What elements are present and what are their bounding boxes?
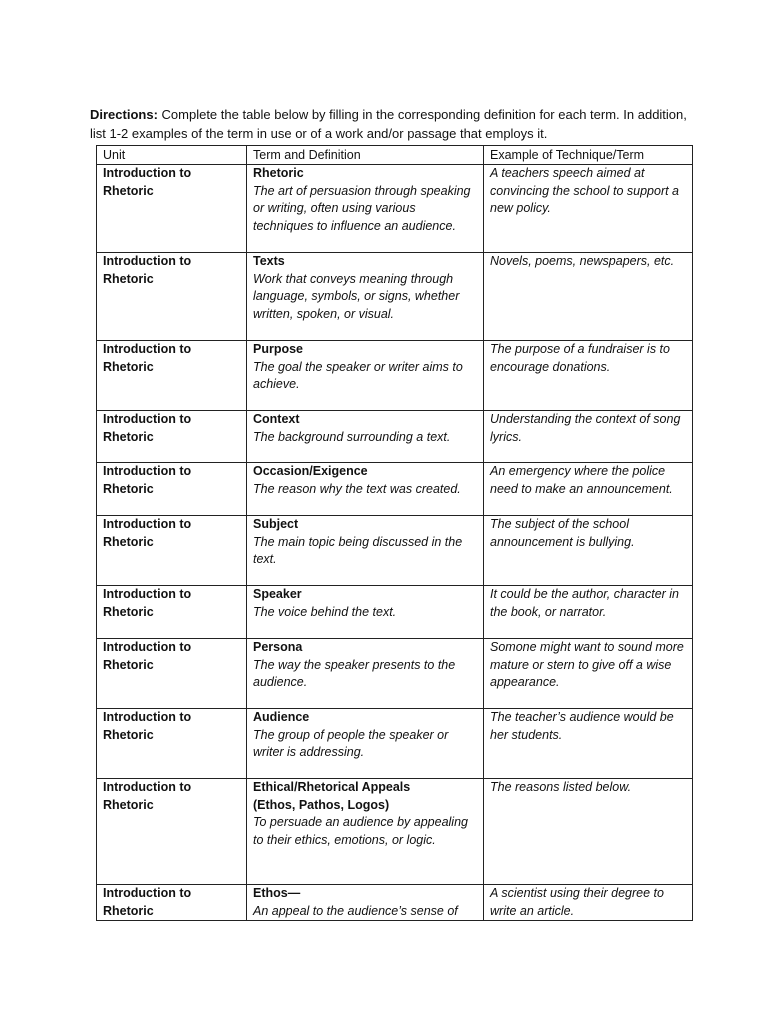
- table-row: [97, 411, 693, 463]
- example-cell: Somone might want to sound more mature or stern to give off a wise appearance.: [484, 639, 693, 709]
- table-row: [97, 516, 693, 586]
- table-row: [97, 463, 693, 516]
- table-row: [97, 253, 693, 341]
- example-cell: The purpose of a fundraiser is to encourage donations.: [484, 341, 693, 411]
- term-sublabel: (Ethos, Pathos, Logos): [253, 797, 390, 812]
- term-label: Subject: [253, 517, 299, 531]
- term-definition: The group of people the speaker or writer is addressing.: [253, 727, 449, 759]
- example-cell: Novels, poems, newspapers, etc.: [484, 253, 693, 341]
- unit-cell: Introduction to Rhetoric: [97, 341, 247, 411]
- unit-cell: Introduction to Rhetoric: [97, 639, 247, 709]
- term-cell: [247, 639, 484, 709]
- term-label: Occasion/Exigence: [253, 464, 368, 478]
- table-row: [97, 586, 693, 639]
- unit-cell: Introduction to Rhetoric: [97, 165, 247, 253]
- term-label: Rhetoric: [253, 166, 304, 180]
- term-definition: The goal the speaker or writer aims to achieve.: [253, 359, 463, 391]
- term-definition: The main topic being discussed in the text.: [253, 534, 463, 566]
- term-definition: The background surrounding a text.: [253, 429, 451, 444]
- example-cell: The reasons listed below.: [484, 779, 693, 885]
- unit-cell: Introduction to Rhetoric: [97, 411, 247, 463]
- table-row: [97, 165, 693, 253]
- table-header-row: [97, 146, 693, 165]
- term-cell: [247, 165, 484, 253]
- term-cell: [247, 463, 484, 516]
- table-row: [97, 709, 693, 779]
- unit-cell: Introduction to Rhetoric: [97, 586, 247, 639]
- example-cell: The subject of the school announcement is bullying.: [484, 516, 693, 586]
- example-cell: It could be the author, character in the book, or narrator.: [484, 586, 693, 639]
- term-definition: The reason why the text was created.: [253, 481, 461, 496]
- header-term-definition: Term and Definition: [247, 146, 484, 165]
- term-label: Purpose: [253, 342, 304, 356]
- example-cell: Understanding the context of song lyrics.: [484, 411, 693, 463]
- term-cell: [247, 779, 484, 885]
- term-definition: The art of persuasion through speaking or writing, often using various techniques to influence an audience.: [253, 183, 471, 233]
- term-cell: [247, 411, 484, 463]
- term-cell: [247, 586, 484, 639]
- term-definition: Work that conveys meaning through language, symbols, or signs, whether written, spoken, or visual.: [253, 271, 460, 321]
- example-cell: A scientist using their degree to write an article.: [484, 885, 693, 921]
- term-label: Audience: [253, 710, 310, 724]
- example-cell: A teachers speech aimed at convincing the school to support a new policy.: [484, 165, 693, 253]
- example-cell: An emergency where the police need to make an announcement.: [484, 463, 693, 516]
- term-label: Ethical/Rhetorical Appeals: [253, 780, 411, 794]
- term-cell: [247, 516, 484, 586]
- unit-cell: Introduction to Rhetoric: [97, 253, 247, 341]
- table-row: [97, 341, 693, 411]
- table-row: [97, 639, 693, 709]
- unit-cell: Introduction to Rhetoric: [97, 463, 247, 516]
- directions-label: Directions:: [90, 107, 158, 122]
- example-cell: The teacher’s audience would be her students.: [484, 709, 693, 779]
- header-unit: Unit: [97, 146, 247, 165]
- term-label: Speaker: [253, 587, 302, 601]
- table-row: [97, 779, 693, 885]
- directions: [90, 105, 690, 143]
- term-label: Ethos—: [253, 886, 301, 900]
- term-cell: [247, 341, 484, 411]
- term-label: Texts: [253, 254, 285, 268]
- term-definition: An appeal to the audience’s sense of: [253, 903, 458, 918]
- term-label: Context: [253, 412, 300, 426]
- term-definition: The way the speaker presents to the audience.: [253, 657, 456, 689]
- term-definition: The voice behind the text.: [253, 604, 397, 619]
- header-example: Example of Technique/Term: [484, 146, 693, 165]
- term-cell: [247, 709, 484, 779]
- directions-text: Complete the table below by filling in the corresponding definition for each term. In addition, list 1-2 examples of the term in use or of a work and/or passage that employs it.: [90, 107, 687, 141]
- terms-table: [96, 145, 693, 921]
- term-label: Persona: [253, 640, 303, 654]
- term-cell: [247, 885, 484, 921]
- unit-cell: Introduction to Rhetoric: [97, 516, 247, 586]
- unit-cell: Introduction to Rhetoric: [97, 709, 247, 779]
- term-definition: To persuade an audience by appealing to their ethics, emotions, or logic.: [253, 815, 468, 847]
- unit-cell: Introduction to Rhetoric: [97, 885, 247, 921]
- term-cell: [247, 253, 484, 341]
- unit-cell: Introduction to Rhetoric: [97, 779, 247, 885]
- table-row: [97, 885, 693, 921]
